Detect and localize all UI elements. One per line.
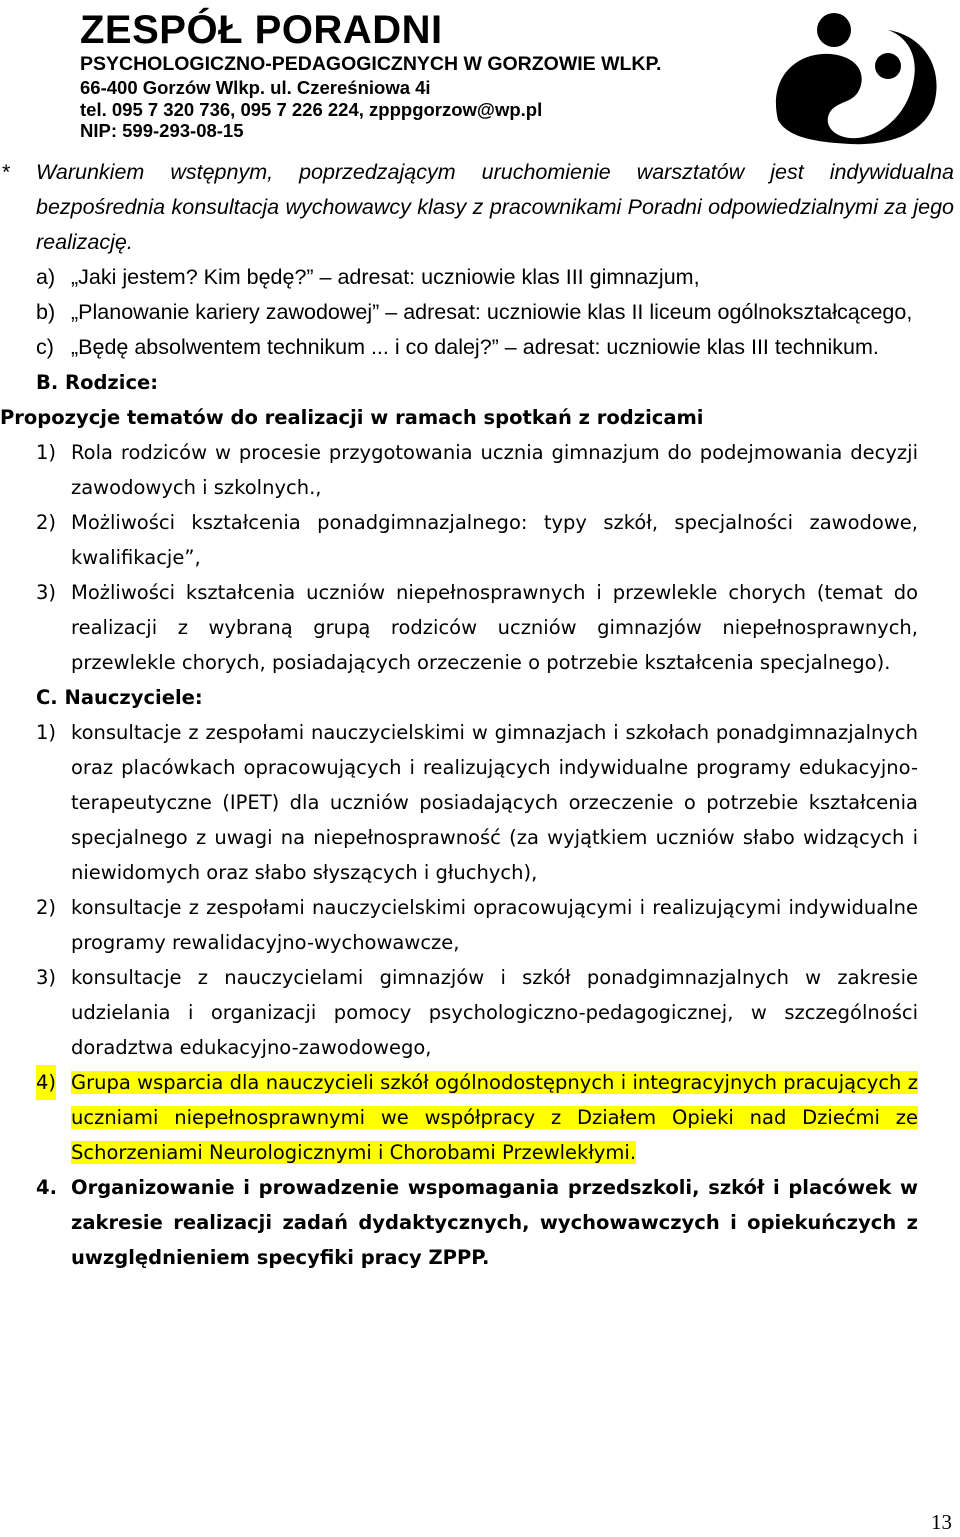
list-item-text: „Będę absolwentem technikum ... i co dalej?” – adresat: uczniowie klas III technikum. [71, 335, 879, 359]
list-item [0, 260, 918, 295]
section-4-marker: 4. [36, 1176, 57, 1199]
section-heading-parents: B. Rodzice: [36, 371, 159, 394]
list-item-text: Możliwości kształcenia uczniów niepełnosprawnych i przewlekle chorych (temat do realizacji z wybraną grupą rodziców uczniów gimnazjów niepełnosprawnych, przewlekle chorych, posiadających orzeczenie o potrzebie kształcenia specjalnego). [71, 581, 918, 674]
letterhead-title: ZESPÓŁ PORADNI [80, 8, 443, 52]
list-marker: 3) [36, 966, 57, 989]
list-item [0, 330, 918, 365]
list-marker: 4) [36, 1065, 56, 1100]
list-item [0, 505, 918, 575]
list-item-text: „Planowanie kariery zawodowej” – adresat: uczniowie klas II liceum ogólnokształcącego, [71, 300, 913, 324]
list-marker: c) [36, 335, 54, 359]
list-item [0, 435, 918, 505]
list-item [0, 890, 918, 960]
list-item [0, 295, 918, 330]
list-item-text: konsultacje z nauczycielami gimnazjów i szkół ponadgimnazjalnych w zakresie udzielania i organizacji pomocy psychologiczno-pedagogicznej, w szczególności doradztwa edukacyjno-zawodowego, [71, 966, 918, 1059]
list-marker: a) [36, 265, 56, 289]
list-marker: 3) [36, 581, 57, 604]
list-marker: 2) [36, 511, 57, 534]
intro-text: Warunkiem wstępnym, poprzedzającym uruchomienie warsztatów jest indywidualna bezpośrednia konsultacja wychowawcy klasy z pracownikami Poradni odpowiedzialnymi za jego realizację. [36, 160, 954, 254]
list-item-text: „Jaki jestem? Kim będę?” – adresat: uczniowie klas III gimnazjum, [71, 265, 700, 289]
list-item [0, 575, 918, 680]
section-4-text: Organizowanie i prowadzenie wspomagania przedszkoli, szkół i placówek w zakresie realizacji zadań dydaktycznych, wychowawczych i opiekuńczych z uwzględnieniem specyfiki pracy ZPPP. [71, 1176, 918, 1269]
list-marker: 1) [36, 721, 57, 744]
parents-topics-list [0, 435, 918, 680]
list-marker: 2) [36, 896, 57, 919]
letterhead-nip: NIP: 599-293-08-15 [80, 120, 244, 141]
list-item [0, 715, 918, 890]
list-item-text: Możliwości kształcenia ponadgimnazjalnego: typy szkół, specjalności zawodowe, kwalifikacje”, [71, 511, 918, 569]
highlighted-text: Grupa wsparcia dla nauczycieli szkół ogólnodostępnych i integracyjnych pracujących z uczniami niepełnosprawnymi we współpracy z Działem Opieki nad Dziećmi ze Schorzeniami Neurologicznymi i Chorobami Przewlekłymi. [71, 1071, 918, 1164]
list-marker: 1) [36, 441, 57, 464]
page-number: 13 [931, 1510, 952, 1534]
list-item-text: konsultacje z zespołami nauczycielskimi w gimnazjach i szkołach ponadgimnazjalnych oraz placówkach opracowujących i realizujących indywidualne programy edukacyjno-terapeutyczne (IPET) dla uczniów posiadających orzeczenie o potrzebie kształcenia specjalnego z uwagi na niepełnosprawność (za wyjątkiem uczniów słabo widzących i niewidomych oraz słabo słyszących i głuchych), [71, 721, 918, 884]
section-heading-teachers: C. Nauczyciele: [36, 686, 203, 709]
document-body [0, 155, 960, 1275]
parents-topics-heading: Propozycje tematów do realizacji w ramach spotkań z rodzicami [0, 406, 704, 429]
workshop-list [0, 260, 918, 365]
intro-paragraph [0, 155, 954, 260]
organization-logo-icon [738, 8, 958, 146]
letterhead [0, 0, 960, 150]
section-4-paragraph [0, 1170, 918, 1275]
teachers-list [0, 715, 918, 1170]
list-item [0, 960, 918, 1065]
letterhead-address: 66-400 Gorzów Wlkp. ul. Czereśniowa 4i [80, 77, 431, 98]
list-item-highlighted [0, 1065, 918, 1170]
letterhead-contact: tel. 095 7 320 736, 095 7 226 224, zpppgorzow@wp.pl [80, 99, 543, 120]
letterhead-subtitle: PSYCHOLOGICZNO-PEDAGOGICZNYCH W GORZOWIE WLKP. [80, 53, 662, 75]
intro-marker: * [2, 160, 11, 184]
list-item-text: Rola rodziców w procesie przygotowania ucznia gimnazjum do podejmowania decyzji zawodowych i szkolnych., [71, 441, 918, 499]
list-marker: b) [36, 300, 56, 324]
list-item-text: konsultacje z zespołami nauczycielskimi opracowującymi i realizującymi indywidualne programy rewalidacyjno-wychowawcze, [71, 896, 918, 954]
